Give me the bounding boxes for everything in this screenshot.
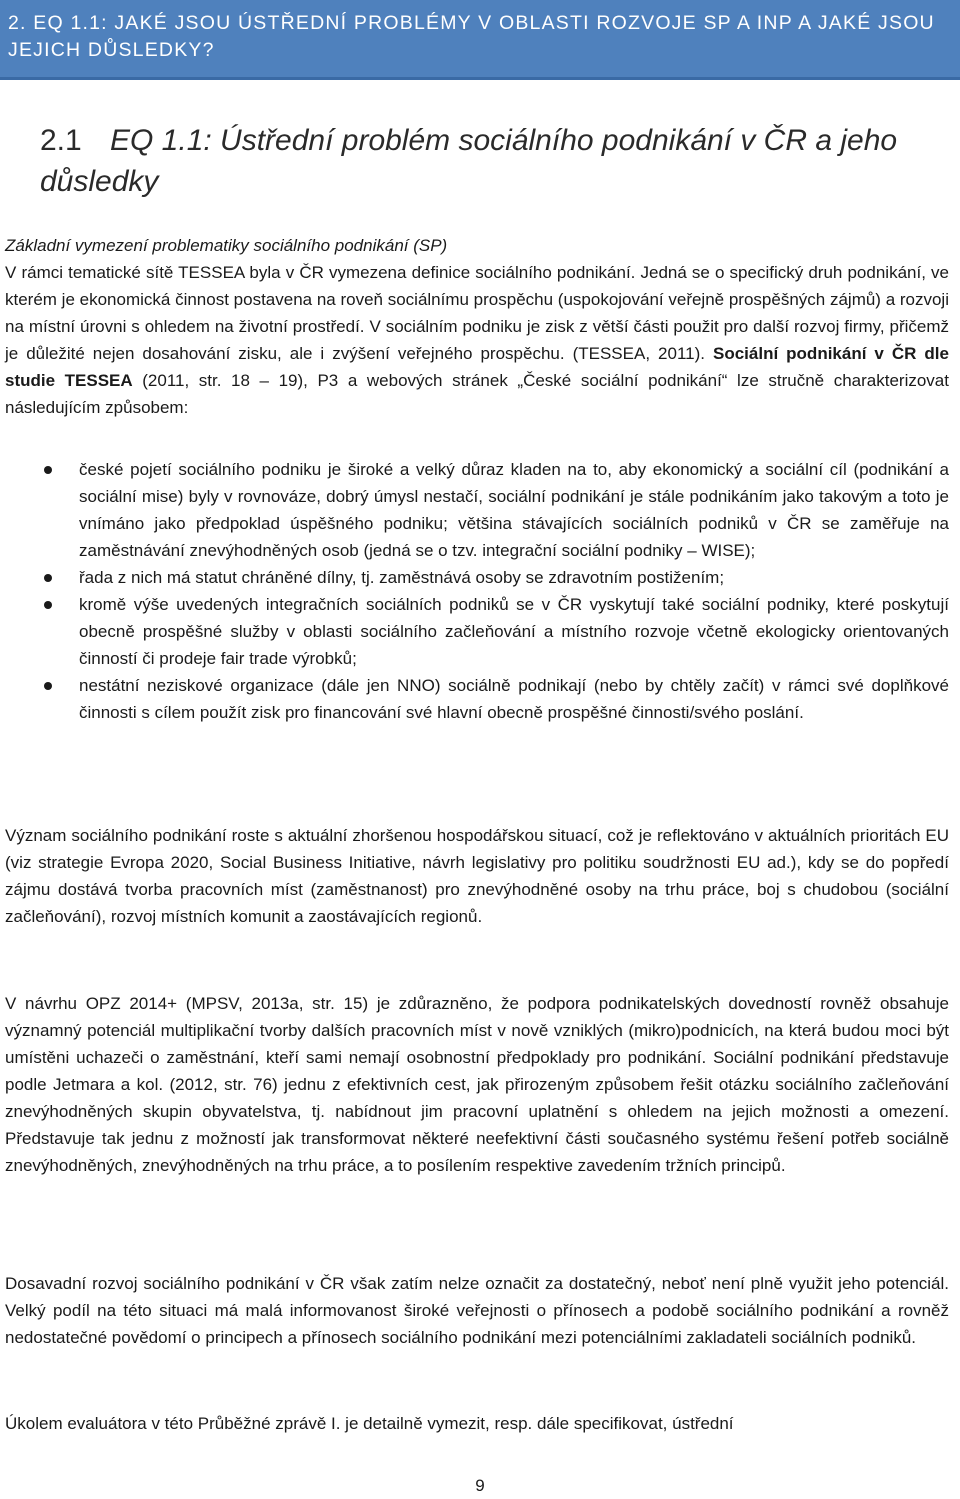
chapter-heading: 2. EQ 1.1: JAKÉ JSOU ÚSTŘEDNÍ PROBLÉMY V OBLASTI ROZVOJE SP A INP A JAKÉ JSOU JEJICH DŮSLEDKY? [8,12,935,61]
list-item-text: kromě výše uvedených integračních sociálních podniků se v ČR vyskytují také sociální podniky, které poskytují obecně prospěšné služby v oblasti sociálního začleňování a místního rozvoje včetně ekologicky orientovaných činností či prodeje fair trade výrobků; [79,595,949,668]
list-item-text: české pojetí sociálního podniku je široké a velký důraz kladen na to, aby ekonomický a sociální cíl (podnikání a sociální mise) byly v rovnováze, dobrý úmysl nestačí, sociální podnikání je stále podnikáním jako takovým a toto je vnímáno jako předpoklad úspěšného podniku; většina stávajících sociálních podniků v ČR se zaměřuje na zaměstnávání znevýhodněných osob (jedná se o tzv. integrační sociální podniky – WISE); [79,460,949,560]
section-title-line1: EQ 1.1: Ústřední problém sociálního podnikání v ČR a jeho [110,124,898,157]
page-number: 9 [475,1476,485,1495]
subheading: Základní vymezení problematiky sociálního podnikání (SP) [5,236,448,255]
chapter-banner [0,0,960,80]
bullet-icon [44,466,52,474]
list-item [5,456,949,564]
paragraph-definition-bold: Sociální podnikání v ČR dle studie TESSEA [5,344,949,390]
section-number: 2.1 [40,124,82,157]
list-item-text: nestátní neziskové organizace (dále jen NNO) sociálně podnikají (nebo by chtěly začít) v rámci své doplňkové činnosti s cílem použít zisk pro financování své hlavní obecně prospěšné činnosti/svého poslání. [79,676,949,722]
characteristics-list [5,456,949,726]
list-item [5,672,949,726]
paragraph-task: Úkolem evaluátora v této Průběžné zprávě I. je detailně vymezit, resp. dále specifikovat, ústřední [5,1414,734,1433]
paragraph-definition-text-end: (2011, str. 18 – 19), P3 a webových stránek „České sociální podnikání“ lze stručně charakterizovat následujícím způsobem: [5,371,949,417]
bullet-icon [44,574,52,582]
bullet-icon [44,601,52,609]
bullet-icon [44,682,52,690]
paragraph-significance: Význam sociálního podnikání roste s aktuální zhoršenou hospodářskou situací, což je reflektováno v aktuálních prioritách EU (viz strategie Evropa 2020, Social Business Initiative, návrh legislativy pro politiku soudržnosti EU ad.), kdy se do popředí zájmu dostává tvorba pracovních míst (zaměstnanost) pro znevýhodněné osoby na trhu práce, boj s chudobou (sociální začleňování), rozvoj místních komunit a zaostávajících regionů. [5,826,949,926]
paragraph-development: Dosavadní rozvoj sociálního podnikání v ČR však zatím nelze označit za dostatečný, neboť není plně využit jeho potenciál. Velký podíl na této situaci má malá informovanost široké veřejnosti o přínosech a podobě sociálního podnikání a rovněž nedostatečné povědomí o principech a přínosech sociálního podnikání mezi potenciálními zakladateli sociálních podniků. [5,1274,949,1347]
section-heading [40,120,960,202]
paragraph-opz: V návrhu OPZ 2014+ (MPSV, 2013a, str. 15) je zdůrazněno, že podpora podnikatelských dovedností rovněž obsahuje významný potenciál multiplikační tvorby dalších pracovních míst v nově vzniklých (mikro)podnicích, na která budou moci být umístěni uchazeči o zaměstnání, kteří sami nemají osobnostní předpoklady pro podnikání. Sociální podnikání představuje podle Jetmara a kol. (2012, str. 76) jednu z efektivních cest, jak přirozeným způsobem řešit otázku sociálního začleňování znevýhodněných skupin obyvatelstva, tj. nabídnout jim pracovní uplatnění s ohledem na jejich možnosti a omezení. Představuje tak jednu z možností jak transformovat některé neefektivní části současného systému řešení potřeb sociálně znevýhodněných, znevýhodněných na trhu práce, a to posílením respektive zavedením tržních principů. [5,994,949,1175]
list-item-text: řada z nich má statut chráněné dílny, tj. zaměstnává osoby se zdravotním postižením; [79,568,725,587]
list-item [5,564,949,591]
paragraph-definition-text: V rámci tematické sítě TESSEA byla v ČR vymezena definice sociálního podnikání. Jedná se o specifický druh podnikání, ve kterém je ekonomická činnost postavena na roveň sociálnímu prospěchu (uspokojování veřejně prospěšných zájmů) a rozvoji na místní úrovni s ohledem na životní prostředí. V sociálním podniku je zisk z větší části použit pro další rozvoj firmy, přičemž je důležité nejen dosahování zisku, ale i zvýšení veřejného prospěchu. (TESSEA, 2011). [5,263,949,363]
list-item [5,591,949,672]
paragraph-definition [5,259,949,421]
section-title-line2: důsledky [40,165,159,198]
